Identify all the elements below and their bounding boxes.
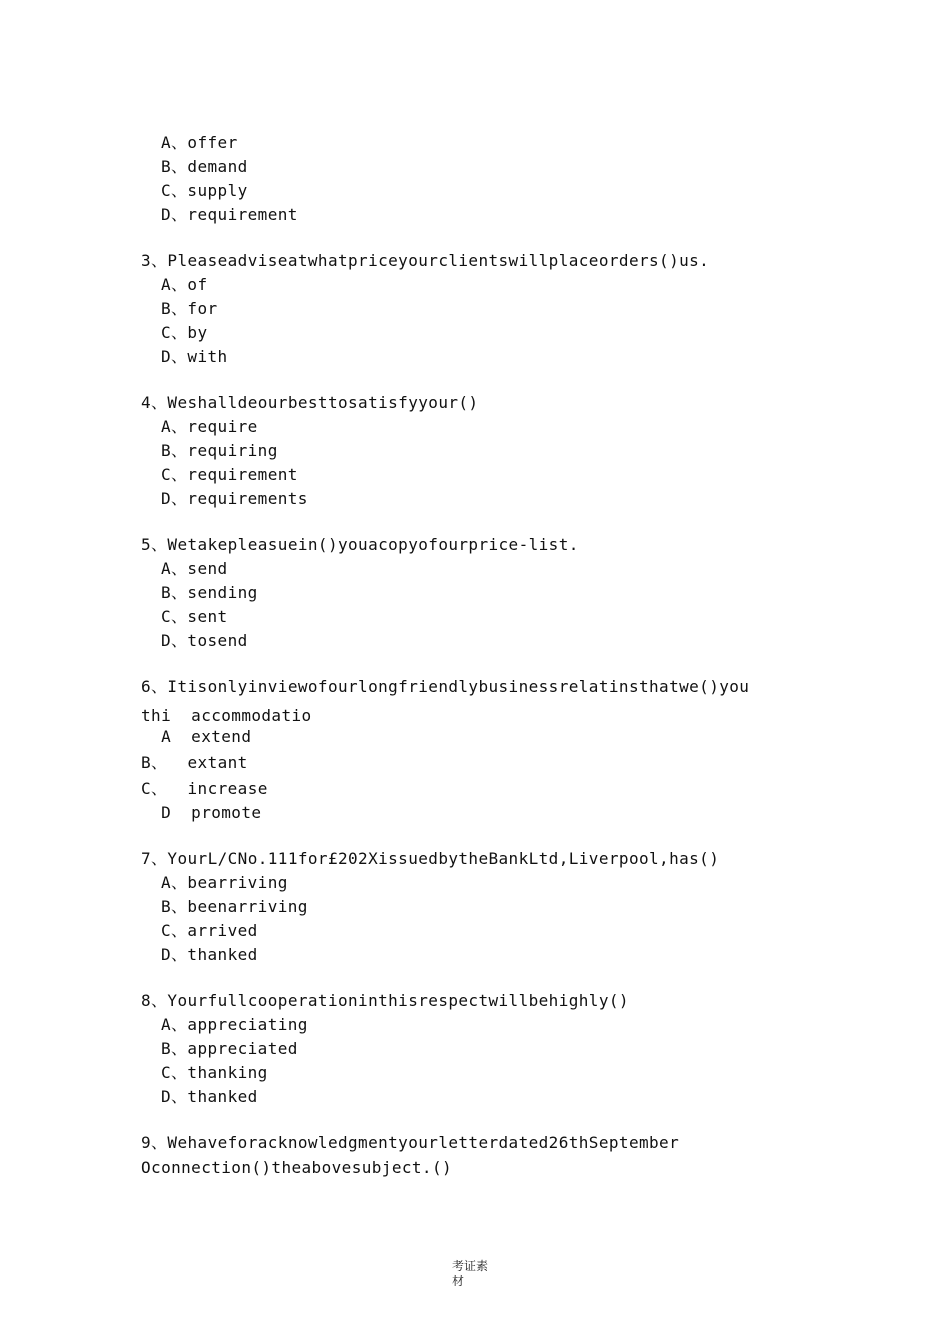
q9-stem-line1: 9、Wehaveforacknowledgmentyourletterdated26thSeptember (141, 1133, 680, 1152)
q6-option-b: B、 extant (141, 753, 248, 772)
q8-option-a: A、appreciating (161, 1015, 308, 1034)
q5-option-b: B、sending (161, 583, 258, 602)
q2-option-b: B、demand (161, 157, 248, 176)
q6-option-a: A extend (141, 727, 252, 746)
footer-line2: 材 (452, 1274, 465, 1288)
q7-option-c: C、arrived (161, 921, 258, 940)
q8-stem: 8、Yourfullcooperationinthisrespectwillbehighly() (141, 991, 629, 1010)
q6-option-d: D promote (141, 803, 262, 822)
q4-option-b: B、requiring (161, 441, 278, 460)
q5-option-a: A、send (161, 559, 228, 578)
q3-option-c: C、by (161, 323, 208, 342)
q6-stem-line2: thi accommodatio (141, 706, 312, 725)
q8-option-c: C、thanking (161, 1063, 268, 1082)
q5-option-c: C、sent (161, 607, 228, 626)
q4-option-d: D、requirements (161, 489, 308, 508)
q4-option-a: A、require (161, 417, 258, 436)
q6-option-c: C、 increase (141, 779, 268, 798)
q7-stem: 7、YourL/CNo.111for£202XissuedbytheBankLtd,Liverpool,has() (141, 849, 720, 868)
q8-option-d: D、thanked (161, 1087, 258, 1106)
q8-option-b: B、appreciated (161, 1039, 298, 1058)
q4-stem: 4、Weshalldeourbesttosatisfyyour() (141, 393, 479, 412)
q7-option-a: A、bearriving (161, 873, 288, 892)
q5-stem: 5、Wetakepleasuein()youacopyofourprice-list. (141, 535, 579, 554)
q9-stem-line2: Oconnection()theabovesubject.() (141, 1158, 453, 1177)
q5-option-d: D、tosend (161, 631, 248, 650)
q6-stem-line1: 6、Itisonlyinviewofourlongfriendlybusinessrelatinsthatwe()you (141, 677, 750, 696)
q2-option-c: C、supply (161, 181, 248, 200)
q3-option-a: A、of (161, 275, 208, 294)
q3-stem: 3、Pleaseadviseatwhatpriceyourclientswillplaceorders()us. (141, 251, 710, 270)
q7-option-d: D、thanked (161, 945, 258, 964)
q3-option-d: D、with (161, 347, 228, 366)
q4-option-c: C、requirement (161, 465, 298, 484)
q2-option-d: D、requirement (161, 205, 298, 224)
q3-option-b: B、for (161, 299, 218, 318)
q2-option-a: A、offer (161, 133, 238, 152)
footer-line1: 考证素 (452, 1259, 489, 1273)
q7-option-b: B、beenarriving (161, 897, 308, 916)
